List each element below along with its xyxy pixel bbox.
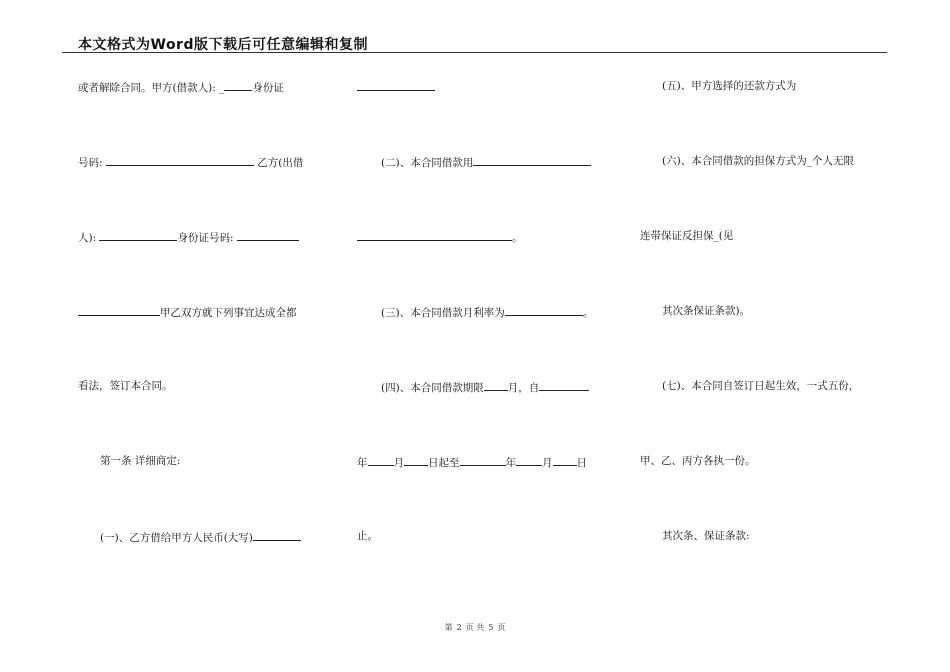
text-column-1 bbox=[78, 0, 326, 672]
text-line bbox=[78, 154, 303, 170]
text-line bbox=[381, 304, 593, 320]
text-segment: 年 bbox=[505, 457, 516, 469]
text-segment: _ bbox=[219, 82, 225, 94]
text-line bbox=[78, 379, 173, 393]
text-line bbox=[357, 454, 587, 470]
text-segment: 其次条、保证条款: bbox=[662, 530, 750, 542]
blank-line bbox=[106, 154, 254, 166]
text-segment: (三)、本合同借款月利率为 bbox=[381, 307, 505, 319]
text-line bbox=[640, 454, 756, 468]
blank-line bbox=[368, 454, 394, 466]
page-number-footer bbox=[0, 622, 950, 633]
header-title: 本文格式为Word版下载后可任意编辑和复制 bbox=[78, 37, 368, 53]
total-page-count: 5 bbox=[488, 623, 494, 632]
text-line bbox=[78, 304, 297, 320]
text-line bbox=[100, 454, 180, 468]
footer-text: 页 bbox=[497, 623, 506, 632]
text-line bbox=[357, 229, 523, 245]
text-line bbox=[78, 229, 299, 245]
text-segment: 止。 bbox=[357, 530, 378, 542]
text-line bbox=[381, 154, 591, 170]
blank-line bbox=[505, 304, 583, 316]
text-segment: (二)、本合同借款用 bbox=[381, 157, 474, 169]
footer-text: 第 bbox=[444, 623, 453, 632]
footer-text: 页 共 bbox=[465, 623, 485, 632]
text-line bbox=[357, 529, 378, 543]
blank-line bbox=[78, 304, 160, 316]
text-line bbox=[662, 304, 750, 318]
text-segment: (七)、本合同自签订日起生效，一式五份， bbox=[662, 380, 860, 392]
text-segment: 连带保证反担保_(见 bbox=[640, 230, 734, 242]
text-line bbox=[662, 154, 854, 168]
text-segment: 人): bbox=[78, 232, 97, 244]
blank-line bbox=[484, 379, 508, 391]
text-segment: 看法，签订本合同。 bbox=[78, 380, 173, 392]
blank-line bbox=[237, 229, 299, 241]
text-segment: 其次条保证条款)。 bbox=[662, 305, 751, 317]
blank-line bbox=[224, 79, 252, 91]
blank-line bbox=[404, 454, 428, 466]
blank-line bbox=[357, 79, 435, 91]
text-column-3 bbox=[640, 0, 890, 672]
blank-line bbox=[553, 454, 577, 466]
blank-line bbox=[99, 229, 177, 241]
text-segment: 身份证号码: bbox=[177, 232, 234, 244]
text-segment: 甲乙双方就下列事宜达成全都 bbox=[160, 307, 297, 319]
text-line bbox=[78, 79, 284, 95]
text-line bbox=[357, 79, 435, 95]
text-segment: (四)、本合同借款期限 bbox=[381, 382, 484, 394]
blank-line bbox=[357, 229, 512, 241]
text-segment: 号码: bbox=[78, 157, 103, 169]
text-segment: (五)、甲方选择的还款方式为 bbox=[662, 80, 797, 92]
text-segment: 月，自 bbox=[507, 382, 540, 394]
text-segment: 年 bbox=[357, 457, 368, 469]
text-line bbox=[662, 79, 796, 93]
text-line bbox=[662, 529, 750, 543]
text-line bbox=[640, 229, 733, 243]
text-segment: 月 bbox=[393, 457, 404, 469]
current-page-number: 2 bbox=[456, 623, 462, 632]
text-line bbox=[381, 379, 589, 395]
blank-line bbox=[253, 529, 301, 541]
blank-line bbox=[473, 154, 591, 166]
text-segment: 日起至 bbox=[428, 457, 460, 469]
text-segment: 甲、乙、丙方各执一份。 bbox=[640, 455, 756, 467]
text-line bbox=[662, 379, 859, 393]
blank-line bbox=[516, 454, 542, 466]
text-segment: 日 bbox=[576, 457, 587, 469]
text-segment: 或者解除合同。甲方(借款人): bbox=[78, 82, 216, 94]
text-segment: (六)、本合同借款的担保方式为_个人无限 bbox=[662, 155, 854, 167]
text-segment: 身份证 bbox=[252, 82, 284, 94]
blank-line bbox=[539, 379, 589, 391]
text-segment: 。 bbox=[512, 232, 523, 244]
text-segment: (一)、乙方借给甲方人民币(大写) bbox=[100, 532, 253, 544]
text-segment: 第一条 详细商定: bbox=[100, 455, 181, 467]
text-segment: 乙方(出借 bbox=[257, 157, 304, 169]
blank-line bbox=[460, 454, 506, 466]
text-column-2 bbox=[357, 0, 619, 672]
text-segment: 月 bbox=[542, 457, 553, 469]
text-line bbox=[100, 529, 301, 545]
text-segment: 。 bbox=[582, 307, 594, 319]
